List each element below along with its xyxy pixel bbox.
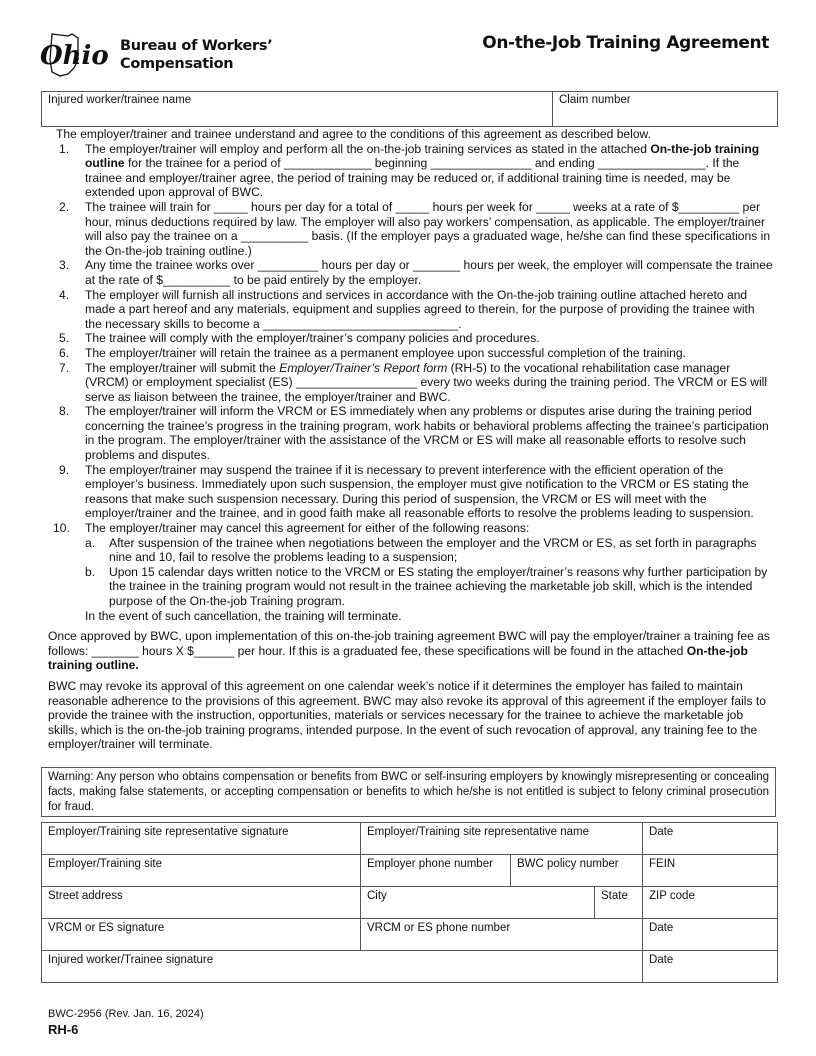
- zip-code-field[interactable]: [643, 887, 778, 919]
- field-label: BWC policy number: [517, 858, 619, 870]
- policy-number-field[interactable]: [511, 855, 643, 887]
- item-text: The employer/trainer will submit the: [85, 360, 280, 375]
- condition-item: [48, 200, 774, 258]
- field-label: Date: [649, 826, 674, 838]
- form-title: On-the-Job Training Agreement: [482, 33, 769, 53]
- worker-signature-field[interactable]: [42, 951, 643, 983]
- item-number: 4.: [59, 287, 70, 302]
- item-text: The employer will furnish all instructions and services in accordance with the On-the-job training outline attached hereto and made a part hereof and any materials, equipment and supplies agreed to therein, for the purpose of providing the trainee with the necessary skills to become a _____________________________.: [85, 287, 755, 331]
- street-address-field[interactable]: [42, 887, 361, 919]
- revocation-paragraph: BWC may revoke its approval of this agreement on one calendar week’s notice if it determines the employer has failed to maintain reasonable adherence to the provisions of this agreement. BWC may also revoke its approval of this agreement if the employer fails to provide the trainee with the instruction, opportunities, materials or services necessary for the trainee to achieve the marketable job skills, which is the on-the-job training programs, intended purpose. In the event of such revocation of approval, any training fee to the employer/trainer will terminate.: [48, 678, 766, 752]
- item-text: The employer/trainer may suspend the trainee if it is necessary to prevent interference with the efficient operation of the employer’s business. Immediately upon such suspension, the employer must give notification to the VRCM or ES stating the reasons that make such suspension necessary. During this period of suspension, the VRCM or ES will meet with the employer/trainer and the trainee, and in good faith make all reasonable efforts to resolve the problems leading to suspension.: [85, 462, 754, 521]
- item-text: for the trainee for a period of _____________ beginning _______________ and ending ________________. If the trainee and employer/trainer agree, the period of training may be reduced or, if additional training time is needed, may be extended upon approval of BWC.: [85, 156, 740, 200]
- agreement-body: [48, 127, 774, 752]
- item-number: 7.: [59, 360, 70, 375]
- trainee-name-label: Injured worker/trainee name: [48, 94, 192, 106]
- fraud-warning: Warning: Any person who obtains compensation or benefits from BWC or self-insuring employers by knowingly misrepresenting or concealing facts, making false statements, or accepting compensation or benefits to which he/she is not entitled is subject to felony criminal prosecution for fraud.: [41, 767, 776, 817]
- field-label: State: [601, 890, 628, 902]
- subitem-text: Upon 15 calendar days written notice to the VRCM or ES stating the employer/trainer’s reasons why further participation by the trainee in the training program would not result in the trainee achieving the marketable job skill, which is the intended purpose of the On-the-job Training program.: [109, 564, 768, 608]
- field-label: Employer phone number: [367, 858, 493, 870]
- field-label: Date: [649, 954, 674, 966]
- condition-item: [48, 331, 774, 346]
- svg-text:Ohio: Ohio: [40, 41, 109, 71]
- form-code: RH-6: [48, 1022, 79, 1037]
- date-field[interactable]: [643, 951, 778, 983]
- condition-item: [48, 404, 774, 462]
- item-text: The employer/trainer may cancel this agreement for either of the following reasons:: [85, 521, 530, 536]
- cancel-reason-item: [48, 565, 774, 609]
- org-line-1: Bureau of Workers’: [120, 38, 273, 54]
- condition-item: [48, 361, 774, 405]
- ohio-logo: [38, 30, 116, 80]
- org-line-2: Compensation: [120, 56, 234, 72]
- field-label: City: [367, 890, 387, 902]
- condition-item: [48, 258, 774, 287]
- condition-item: [48, 463, 774, 521]
- claim-number-field[interactable]: [553, 92, 777, 126]
- field-label: Date: [649, 922, 674, 934]
- field-label: ZIP code: [649, 890, 695, 902]
- condition-item: [48, 521, 774, 536]
- item-text: Any time the trainee works over _________ hours per day or _______ hours per week, the employer will compensate the trainee at the rate of $__________ to be paid entirely by the employer.: [85, 258, 773, 287]
- item-text: The trainee will train for _____ hours per day for a total of _____ hours per week for _____ weeks at a rate of $_________ per hour, minus deductions required by law. The employer will also pay workers’ compensation, as applicable. The employer/trainer will also pay the trainee on a __________ basis. (If the employer pays a graduated wage, he/she can find these specifications in the On-the-job training outline.): [85, 199, 771, 258]
- conditions-list: [48, 142, 774, 536]
- field-label: VRCM or ES phone number: [367, 922, 511, 934]
- item-text: (RH-5) to the vocational rehabilitation case manager (VRCM) or employment specialist (ES) __________________ every two weeks during the training period. The VRCM or ES will serve as liaison between the trainee, the employer/trainer and BWC.: [85, 360, 768, 404]
- vrcm-signature-field[interactable]: [42, 919, 361, 951]
- item-number: 2.: [59, 199, 70, 214]
- item-text: The employer/trainer will retain the trainee as a permanent employee upon successful completion of the training.: [85, 345, 686, 360]
- condition-item: [48, 346, 774, 361]
- item-number: 9.: [59, 462, 70, 477]
- fee-bold-text: On-the-job training outline.: [48, 643, 748, 673]
- item-number: 6.: [59, 345, 70, 360]
- rep-name-field[interactable]: [361, 823, 643, 855]
- trainee-info-box: [41, 91, 778, 127]
- vrcm-phone-field[interactable]: [361, 919, 643, 951]
- condition-item: [48, 142, 774, 200]
- subitem-letter: a.: [85, 535, 96, 550]
- field-label: Employer/Training site: [48, 858, 162, 870]
- date-field[interactable]: [643, 823, 778, 855]
- item-number: 5.: [59, 331, 70, 346]
- field-label: Employer/Training site representative name: [367, 826, 590, 838]
- state-field[interactable]: [595, 887, 643, 919]
- trainee-name-field[interactable]: [42, 92, 553, 126]
- city-field[interactable]: [361, 887, 595, 919]
- item-text: The employer/trainer will inform the VRCM or ES immediately when any problems or disputes arise during the training period concerning the trainee’s progress in the training program, work habits or behavioral problems affecting the trainee’s participation in the program. The employer/trainer with the assistance of the VRCM or ES will make all reasonable efforts to resolve such problems and disputes.: [85, 404, 769, 463]
- field-label: Employer/Training site representative signature: [48, 826, 289, 838]
- item-italic-text: Employer/Trainer’s Report form: [279, 360, 448, 375]
- item-number: 8.: [59, 404, 70, 419]
- training-fee-paragraph: [48, 629, 774, 673]
- item-text: The trainee will comply with the employer/trainer’s company policies and procedures.: [85, 331, 540, 346]
- cancellation-note: In the event of such cancellation, the training will terminate.: [85, 608, 402, 623]
- employer-phone-field[interactable]: [361, 855, 511, 887]
- item-number: 1.: [59, 141, 70, 156]
- field-label: VRCM or ES signature: [48, 922, 165, 934]
- training-site-field[interactable]: [42, 855, 361, 887]
- item-text: The employer/trainer will employ and perform all the on-the-job training services as stated in the attached: [85, 141, 651, 156]
- date-field[interactable]: [643, 919, 778, 951]
- item-number: 10.: [53, 521, 70, 536]
- form-revision: BWC-2956 (Rev. Jan. 16, 2024): [48, 1008, 204, 1020]
- fein-field[interactable]: [643, 855, 778, 887]
- fee-text: Once approved by BWC, upon implementation of this on-the-job training agreement BWC will pay the employer/trainer a training fee as follows: _______ hours X $______ per hour. If this is a graduated fee, these specifications will be found in the attached: [48, 629, 770, 658]
- organization-name: [120, 37, 272, 73]
- intro-text: The employer/trainer and trainee understand and agree to the conditions of this agreement as described below.: [56, 127, 651, 141]
- cancel-reason-item: [48, 536, 774, 565]
- claim-number-label: Claim number: [559, 94, 631, 106]
- field-label: Injured worker/Trainee signature: [48, 954, 214, 966]
- field-label: FEIN: [649, 858, 676, 870]
- condition-item: [48, 288, 774, 332]
- subitem-text: After suspension of the trainee when negotiations between the employer and the VRCM or ES, as set forth in paragraphs nine and 10, fail to resolve the problems leading to a suspension;: [109, 535, 757, 565]
- field-label: Street address: [48, 890, 123, 902]
- item-bold-text: On-the-job training outline: [85, 141, 760, 171]
- subitem-letter: b.: [85, 564, 96, 579]
- rep-signature-field[interactable]: [42, 823, 361, 855]
- signature-table: [41, 822, 778, 983]
- item-number: 3.: [59, 258, 70, 273]
